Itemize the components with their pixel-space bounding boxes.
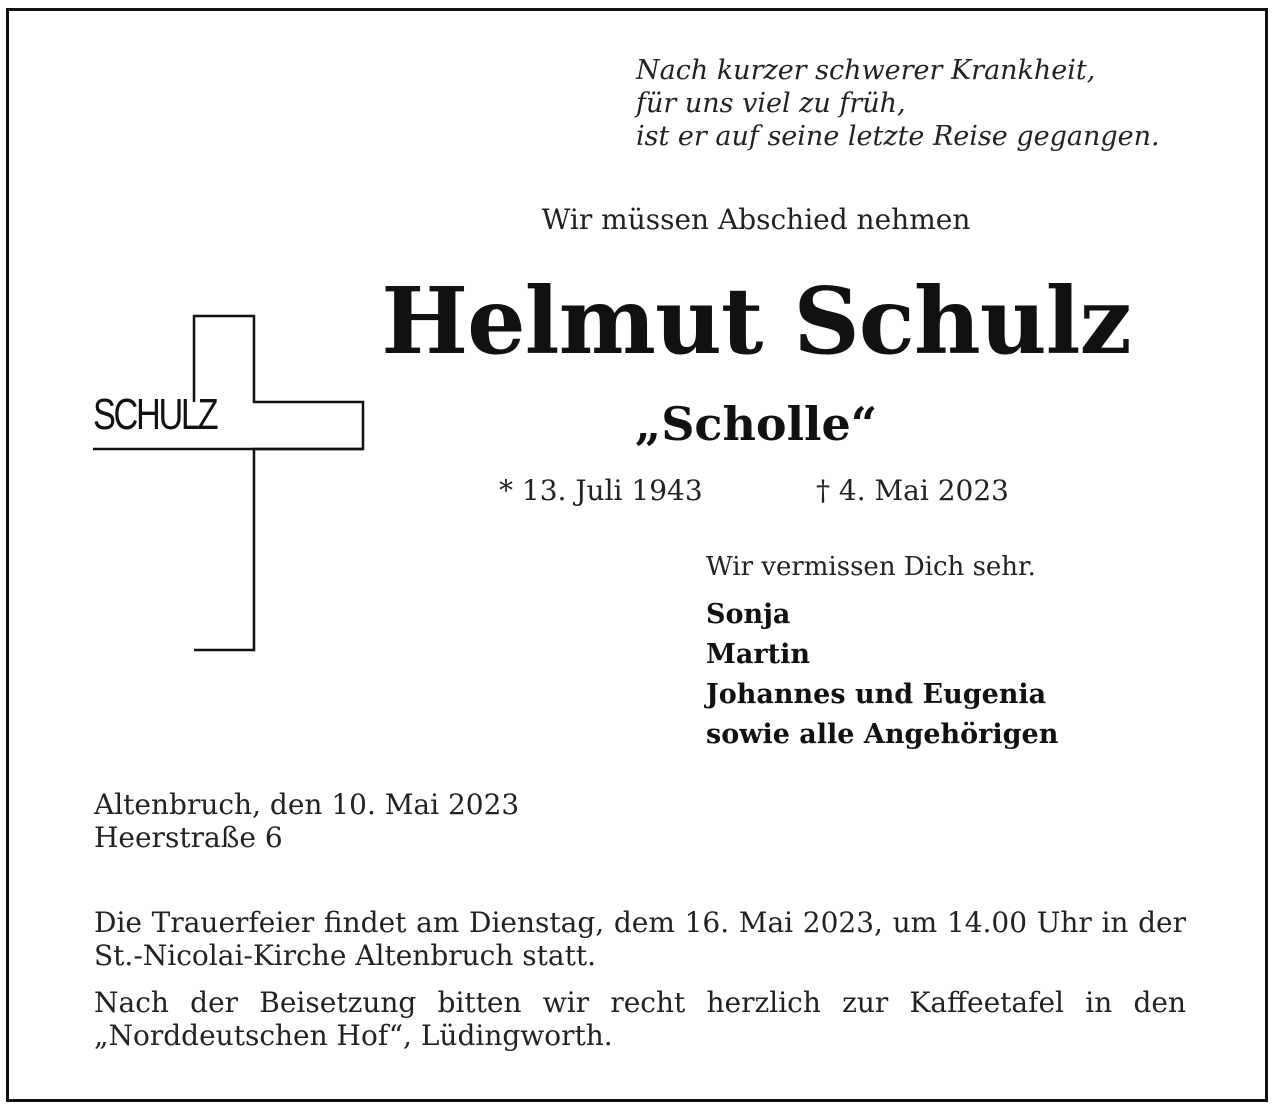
mourner-name: sowie alle Angehörigen (706, 719, 1059, 750)
address-line: Heerstraße 6 (94, 821, 283, 854)
intro-text: Wir müssen Abschied nehmen (541, 203, 971, 236)
mourner-message: Wir vermissen Dich sehr. (706, 552, 1036, 582)
motto-line-1: Nach kurzer schwerer Krankheit, (636, 55, 1096, 86)
coffee-notice: Nach der Beisetzung bitten wir recht herzlich zur Kaffeetafel in den „Norddeutschen Hof“, Lüdingworth. (94, 986, 1186, 1052)
motto-line-2: für uns viel zu früh, (636, 88, 906, 119)
death-date: † 4. Mai 2023 (816, 474, 1009, 507)
mourner-name: Sonja (706, 599, 791, 630)
funeral-notice: Die Trauerfeier findet am Dienstag, dem 16. Mai 2023, um 14.00 Uhr in der St.-Nicolai-Kirche Altenbruch statt. (94, 906, 1186, 972)
deceased-name: Helmut Schulz (381, 267, 1131, 375)
cross-label: SCHULZ (93, 390, 217, 439)
place-date-line: Altenbruch, den 10. Mai 2023 (94, 788, 520, 821)
birth-date: * 13. Juli 1943 (499, 474, 703, 507)
place-and-date (94, 788, 519, 854)
mourner-names (706, 595, 1058, 755)
cross-emblem (90, 312, 370, 654)
deceased-nickname: „Scholle“ (634, 397, 878, 451)
mourner-name: Martin (706, 639, 810, 670)
cross-icon (90, 312, 370, 654)
motto-line-3: ist er auf seine letzte Reise gegangen. (636, 121, 1160, 152)
motto (636, 54, 1160, 153)
mourner-name: Johannes und Eugenia (706, 679, 1047, 710)
